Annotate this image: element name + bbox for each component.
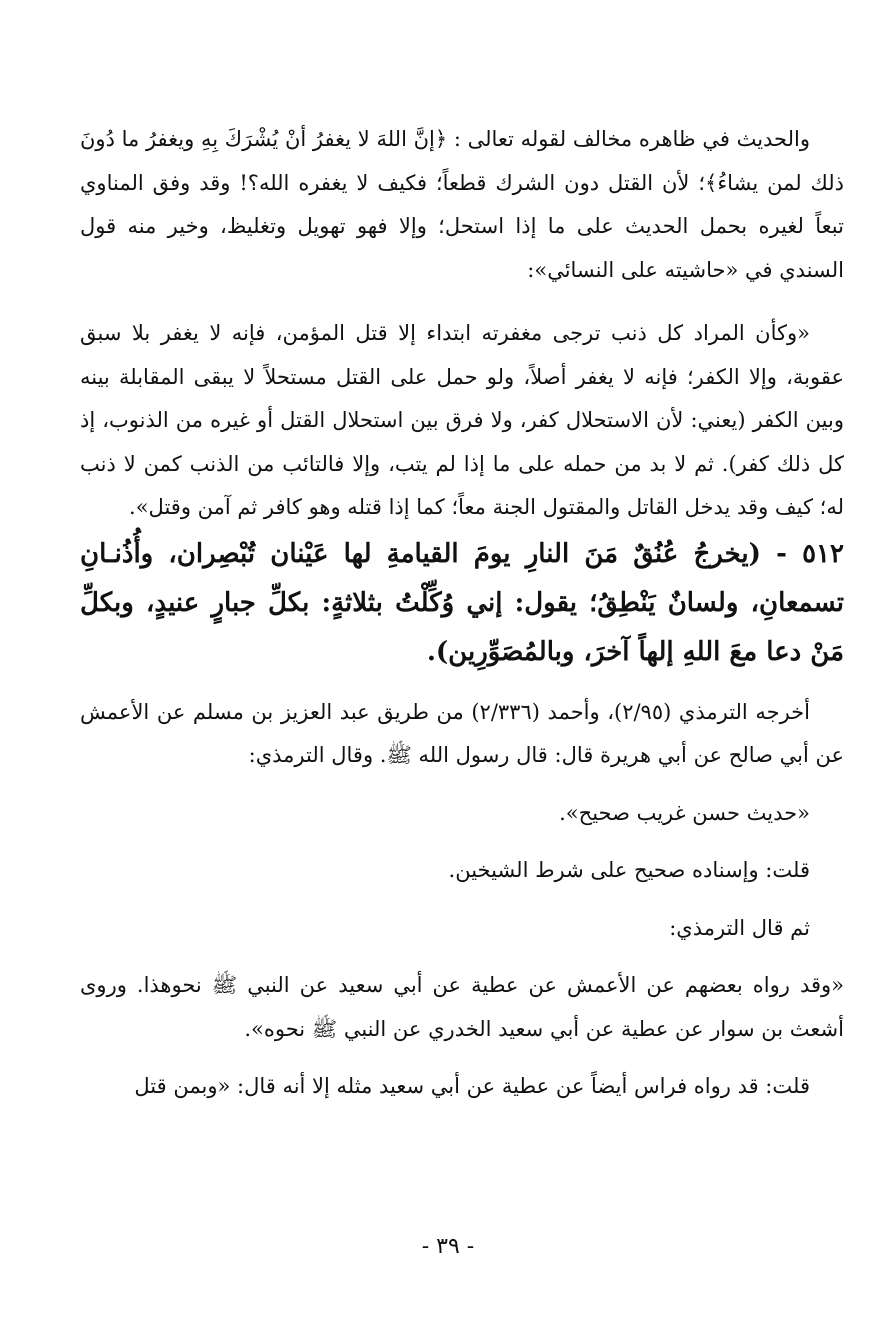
tirmidhi-grading: «حديث حسن غريب صحيح».: [559, 800, 810, 825]
tirmidhi-intro: ثم قال الترمذي:: [669, 915, 810, 940]
sindi-quote: «وكأن المراد كل ذنب ترجى مغفرته ابتداء إلا قتل المؤمن، فإنه لا يغفر بلا سبق عقوبة، وإلا الكفر؛ فإنه لا يغفر أصلاً، ولو حمل على القتل مستحلاً لا يبقى المقابلة بينه وبين الكفر (يعني: لأن الاستحلال كفر، ولا فرق بين استحلال القتل أو غيره من الذنوب، إذ كل ذلك كفر). ثم لا بد من حمله على ما إذا لم يتب، وإلا فالتائب من الذنب كمن لا ذنب له؛ كيف وقد يدخل القاتل والمقتول الجنة معاً؛ كما إذا قتله وهو كافر ثم آمن وقتل».: [80, 321, 844, 519]
takhrij-paragraph: أخرجه الترمذي (٢/٩٥)، وأحمد (٢/٣٣٦) من طريق عبد العزيز بن مسلم عن الأعمش عن أبي صالح عن أبي هريرة قال: قال رسول الله ﷺ. وقال الترمذي:: [80, 699, 844, 767]
tirmidhi-quote: «وقد رواه بعضهم عن الأعمش عن عطية عن أبي سعيد عن النبي ﷺ نحوهذا. وروى أشعث بن سوار عن عطية عن أبي سعيد الخدري عن النبي ﷺ نحوه».: [80, 973, 844, 1041]
page-number: - ٣٩ -: [421, 1234, 475, 1259]
commentary-paragraph: والحديث في ظاهره مخالف لقوله تعالى : ﴿إنَّ اللهَ لا يغفرُ أنْ يُشْرَكَ بِهِ ويغفرُ ما دُونَ ذلك لمن يشاءُ﴾؛ لأن القتل دون الشرك قطعاً؛ فكيف لا يغفره الله؟! وقد وفق المناوي تبعاً لغيره بحمل الحديث على ما إذا استحل؛ وإلا فهو تهويل وتغليظ، وخير منه قول السندي في «حاشيته على النسائي»:: [80, 127, 844, 282]
page-body: [80, 118, 844, 1109]
hadith-heading: ٥١٢ - (يخرجُ عُنُقٌ مَنَ النارِ يومَ القيامةِ لها عَيْنان تُبْصِران، وأُذُنـانِ تسمعانِ، ولسانٌ يَنْطِقُ؛ يقول: إني وُكِّلْتُ بثلاثةٍ: بكلِّ جبارٍ عنيدٍ، وبكلِّ مَنْ دعا معَ اللهِ إلهاً آخرَ، وبالمُصَوِّرِين).: [80, 538, 844, 667]
author-note-continued: قلت: قد رواه فراس أيضاً عن عطية عن أبي سعيد مثله إلا أنه قال: «وبمن قتل: [134, 1074, 810, 1098]
author-note: قلت: وإسناده صحيح على شرط الشيخين.: [448, 858, 810, 882]
